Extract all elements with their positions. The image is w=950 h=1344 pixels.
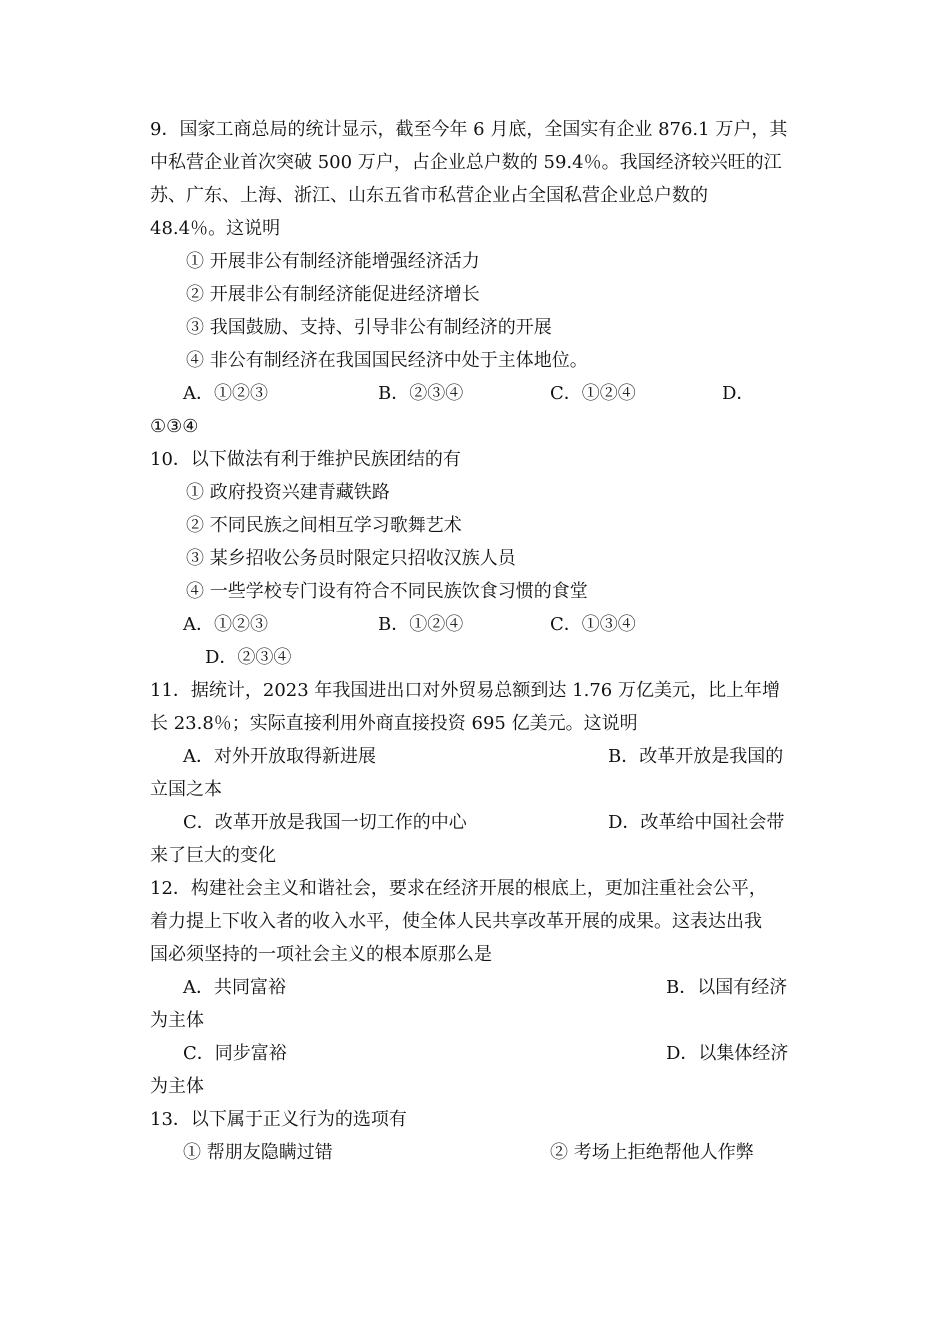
q11-option-c: C．改革开放是我国一切工作的中心 bbox=[183, 812, 467, 833]
q10-statement-3: ③ 某乡招收公务员时限定只招收汉族人员 bbox=[186, 548, 516, 569]
q9-statement-4: ④ 非公有制经济在我国国民经济中处于主体地位。 bbox=[186, 350, 588, 371]
q10-statement-2: ② 不同民族之间相互学习歌舞艺术 bbox=[186, 515, 462, 536]
q12-option-b: B．以国有经济 bbox=[666, 977, 788, 998]
q11-option-d: D．改革给中国社会带 bbox=[608, 812, 785, 833]
q12-stem-line-1: 12．构建社会主义和谐社会，要求在经济开展的根底上，更加注重社会公平， bbox=[150, 878, 767, 899]
q10-option-c: C．①③④ bbox=[550, 614, 636, 635]
q9-option-d-continued: ①③④ bbox=[150, 416, 199, 437]
q11-stem-line-1: 11．据统计，2023 年我国进出口对外贸易总额到达 1.76 万亿美元，比上年增 bbox=[150, 680, 780, 701]
q9-option-a: A．①②③ bbox=[183, 383, 268, 404]
q9-option-d: D． bbox=[722, 383, 755, 404]
q10-statement-4: ④ 一些学校专门设有符合不同民族饮食习惯的食堂 bbox=[186, 581, 588, 602]
q12-option-d-continued: 为主体 bbox=[150, 1076, 204, 1097]
q12-option-c: C．同步富裕 bbox=[183, 1043, 287, 1064]
q10-option-d: D．②③④ bbox=[205, 647, 292, 668]
q10-option-b: B．①②④ bbox=[378, 614, 464, 635]
q12-stem-line-2: 着力提上下收入者的收入水平，使全体人民共享改革开展的成果。这表达出我 bbox=[150, 911, 762, 932]
q11-stem-line-2: 长 23.8％；实际直接利用外商直接投资 695 亿美元。这说明 bbox=[150, 713, 638, 734]
q9-stem-line-4: 48.4％。这说明 bbox=[150, 218, 281, 239]
q9-stem-line-3: 苏、广东、上海、浙江、山东五省市私营企业占全国私营企业总户数的 bbox=[150, 185, 708, 206]
q12-option-d: D．以集体经济 bbox=[666, 1043, 789, 1064]
q13-statement-1: ① 帮朋友隐瞒过错 bbox=[183, 1142, 333, 1163]
q9-option-c: C．①②④ bbox=[550, 383, 636, 404]
q13-statement-2: ② 考场上拒绝帮他人作弊 bbox=[550, 1142, 754, 1163]
q9-statement-2: ② 开展非公有制经济能促进经济增长 bbox=[186, 284, 480, 305]
q11-option-b-continued: 立国之本 bbox=[150, 779, 222, 800]
q9-statement-1: ① 开展非公有制经济能增强经济活力 bbox=[186, 251, 480, 272]
q10-option-a: A．①②③ bbox=[183, 614, 268, 635]
q11-option-a: A．对外开放取得新进展 bbox=[183, 746, 376, 767]
q12-option-a: A．共同富裕 bbox=[183, 977, 286, 998]
q9-statement-3: ③ 我国鼓励、支持、引导非公有制经济的开展 bbox=[186, 317, 552, 338]
q12-option-b-continued: 为主体 bbox=[150, 1010, 204, 1031]
q10-statement-1: ① 政府投资兴建青藏铁路 bbox=[186, 482, 390, 503]
q11-option-d-continued: 来了巨大的变化 bbox=[150, 845, 276, 866]
q11-option-b: B．改革开放是我国的 bbox=[608, 746, 784, 767]
q13-stem: 13．以下属于正义行为的选项有 bbox=[150, 1109, 407, 1130]
q9-option-b: B．②③④ bbox=[378, 383, 464, 404]
q9-stem-line-1: 9．国家工商总局的统计显示，截至今年 6 月底，全国实有企业 876.1 万户，其 bbox=[150, 119, 788, 140]
q12-stem-line-3: 国必须坚持的一项社会主义的根本原那么是 bbox=[150, 944, 492, 965]
q10-stem: 10．以下做法有利于维护民族团结的有 bbox=[150, 449, 461, 470]
q9-stem-line-2: 中私营企业首次突破 500 万户，占企业总户数的 59.4％。我国经济较兴旺的江 bbox=[150, 152, 782, 173]
